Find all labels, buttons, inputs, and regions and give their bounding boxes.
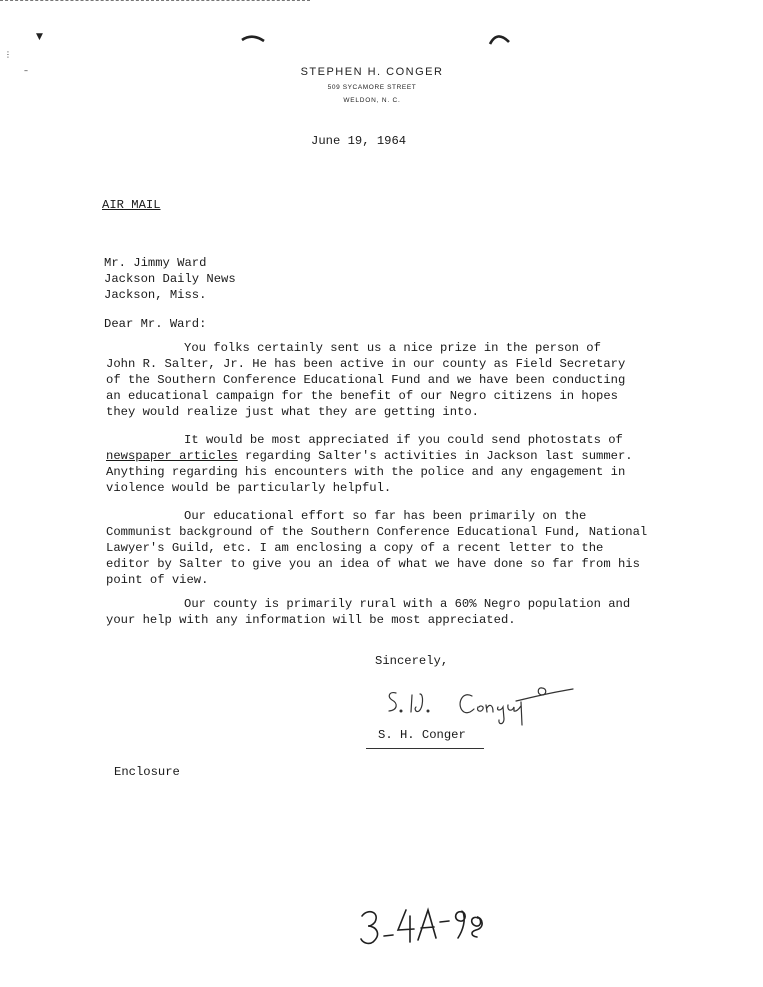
underlined-phrase: newspaper articles: [106, 449, 238, 463]
paragraph-line: It would be most appreciated if you could send photostats of: [184, 433, 623, 447]
enclosure-notation: Enclosure: [114, 765, 180, 779]
paragraph-line: an educational campaign for the benefit of our Negro citizens in hopes: [106, 389, 618, 403]
paragraph-line: Our educational effort so far has been primarily on the: [184, 509, 587, 523]
paragraph-line: Our county is primarily rural with a 60% Negro population and: [184, 597, 631, 611]
paragraph-line: they would realize just what they are getting into.: [106, 405, 479, 419]
paragraph-line: point of view.: [106, 573, 209, 587]
letterhead-street: 509 SYCAMORE STREET: [327, 84, 417, 91]
handwritten-file-number: [358, 902, 486, 954]
paragraph-line-rest: regarding Salter's activities in Jackson last summer.: [244, 449, 633, 463]
paragraph-line: Lawyer's Guild, etc. I am enclosing a copy of a recent letter to the: [106, 541, 604, 555]
body-paragraph-2: [106, 432, 666, 496]
recipient-name: Mr. Jimmy Ward: [104, 256, 207, 270]
paragraph-line: You folks certainly sent us a nice prize in the person of: [184, 341, 601, 355]
letterhead-name: STEPHEN H. CONGER: [300, 66, 444, 78]
handwritten-signature: [380, 683, 580, 727]
letter-date: June 19, 1964: [311, 134, 407, 148]
paragraph-line: your help with any information will be most appreciated.: [106, 613, 516, 627]
delivery-notation: AIR MAIL: [102, 198, 161, 212]
body-paragraph-1: [106, 340, 666, 420]
body-paragraph-3: [106, 508, 666, 588]
closing: Sincerely,: [375, 654, 449, 668]
punch-mark-left: [240, 30, 268, 46]
paragraph-line: Communist background of the Southern Conference Educational Fund, National: [106, 525, 648, 539]
scan-mark: ⋮: [4, 50, 12, 59]
recipient-organization: Jackson Daily News: [104, 272, 236, 286]
paragraph-line: of the Southern Conference Educational Fund and we have been conducting: [106, 373, 626, 387]
paragraph-line: editor by Salter to give you an idea of what we have done so far from his: [106, 557, 640, 571]
top-dashed-border: [0, 0, 310, 1]
scan-mark: –: [24, 66, 28, 75]
paragraph-line: violence would be particularly helpful.: [106, 481, 392, 495]
recipient-city: Jackson, Miss.: [104, 288, 207, 302]
signature-underline: [366, 748, 484, 749]
signer-name: S. H. Conger: [378, 728, 466, 742]
punch-mark-right: [487, 28, 513, 48]
scan-mark: ▼: [36, 32, 43, 42]
paragraph-line: [106, 448, 666, 464]
body-paragraph-4: [106, 596, 666, 628]
letterhead-city: WELDON, N. C.: [343, 97, 401, 104]
salutation: Dear Mr. Ward:: [104, 317, 207, 331]
paragraph-line: Anything regarding his encounters with the police and any engagement in: [106, 465, 626, 479]
paragraph-line: John R. Salter, Jr. He has been active in our county as Field Secretary: [106, 357, 626, 371]
